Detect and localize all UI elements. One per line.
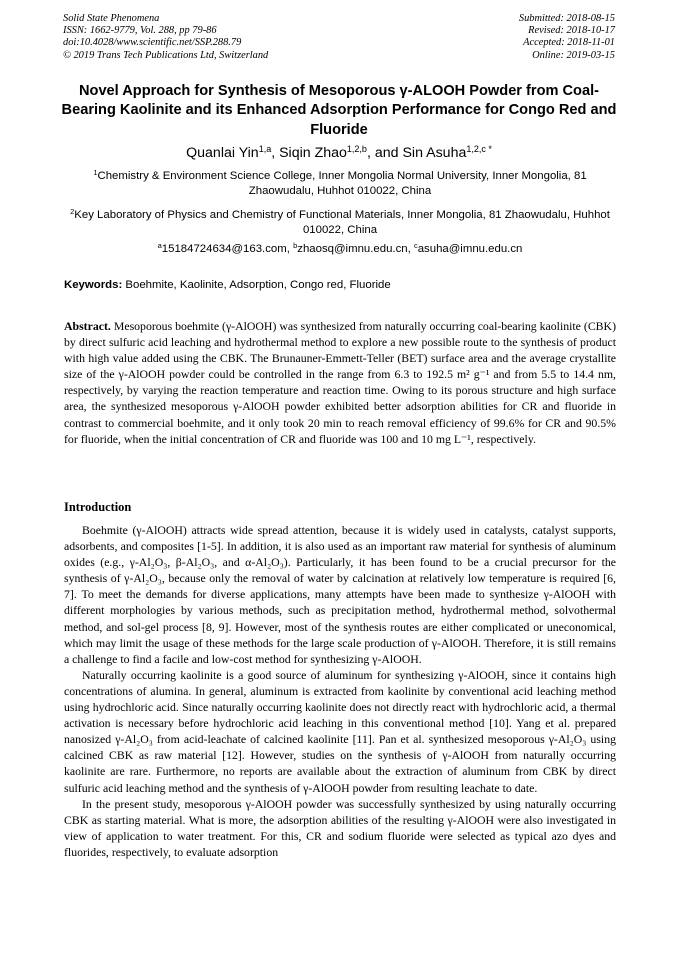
journal-doi: doi:10.4028/www.scientific.net/SSP.288.79 xyxy=(63,37,242,49)
affiliation-2 xyxy=(64,208,616,239)
date-online: Online: 2019-03-15 xyxy=(532,49,615,61)
journal-header-right xyxy=(519,13,615,62)
abstract-text: Mesoporous boehmite (γ-AlOOH) was synthesized from naturally occurring coal-bearing kaolinite (CBK) by direct sulfuric acid leaching and hydrothermal method to explore a new possible route to the synthesis of product with high value added using the CBK. The Brunauner-Emmett-Teller (BET) surface area and the average crystallite size of the γ-AlOOH powder could be controlled in the range from 6.3 to 192.5 m² g⁻¹ and from 5.5 to 14.4 nm, respectively, by varying the reaction temperature and reaction time. Owing to its porous structure and high surface area, the synthesized mesoporous γ-AlOOH powder exhibited better adsorption abilities for CR and fluoride in contrast to commercial boehmite, and it only took 20 min to reach removal efficiency of 99.6% for CR and 90.5% for fluoride, when the initial concentration of CR and fluoride was 100 and 10 mg L⁻¹, respectively. xyxy=(64,319,616,446)
email-address: asuha@imnu.edu.cn xyxy=(417,243,523,255)
author-name: Sin Asuha xyxy=(402,145,467,161)
journal-name: Solid State Phenomena xyxy=(63,13,160,24)
body-paragraph: In the present study, mesoporous γ-AlOOH powder was successfully synthesized by using naturally occurring CBK as starting material. What is more, the adsorption abilities of the resulting γ-AlOOH were also investigated in view of application to water treatment. For this, CR and sodium fluoride were selected as typical azo dyes and fluorides, respectively, to evaluate adsorption xyxy=(64,796,616,859)
author-name: Siqin Zhao xyxy=(279,145,347,161)
body-paragraph: Boehmite (γ-AlOOH) attracts wide spread attention, because it is widely used in catalysts, catalyst supports, adsorbents, and composites [1-5]. In addition, it is also used as an important raw material for synthesis of aluminum oxides (e.g., γ-Al₂O₃, β-Al₂O₃, and α-Al₂O₃). Particularly, it has been found to be a crucial precursor for the synthesis of γ-Al₂O₃, because only the removal of water by calcination at relatively low temperature is required [6, 7]. To meet the demands for diverse applications, many attempts have been made to synthesize γ-AlOOH with different morphologies by various methods, such as precipitation method, hydrothermal method, solvothermal method, and sol-gel process [8, 9]. However, most of the synthesis routes are either complicated or uneconomical, which may limit the usage of these methods for the large scale production of γ-AlOOH. Therefore, it is still remains a challenge to find a facile and low-cost method for synthesizing γ-AlOOH. xyxy=(64,523,616,666)
journal-header-left xyxy=(63,13,268,62)
body-paragraph: Naturally occurring kaolinite is a good source of aluminum for synthesizing γ-AlOOH, since it contains high concentrations of alumina. In general, aluminum is extracted from kaolinite by conventional acid leaching method using hydrochloric acid. Since naturally occurring kaolinite does not directly react with hydrochloric acid, a thermal activation is necessary before hydrochloric acid leaching in this conventional method [10]. Yang et al. prepared nanosized γ-Al₂O₃ from acid-leachate of calcined kaolinite [11]. Pan et al. synthesized mesoporous γ-Al₂O₃ using calcined CBK as raw material [12]. However, studies on the synthesis of γ-AlOOH from naturally occurring kaolinite are rare. Furthermore, no reports are available about the extraction of aluminum from CBK by direct sulfuric acid leaching method and the synthesis of γ-AlOOH powder from resulting leachate to date. xyxy=(64,667,616,795)
email-separator: , xyxy=(286,243,294,255)
author-affil-mark: 1,2,b xyxy=(346,144,367,154)
email-address: 15184724634@163.com xyxy=(161,243,287,255)
author-list xyxy=(52,144,626,162)
affiliation-text: Key Laboratory of Physics and Chemistry of Functional Materials, Inner Mongolia, 81 Zhaowudalu, Huhhot 010022, China xyxy=(74,209,610,237)
date-submitted: Submitted: 2018-08-15 xyxy=(518,13,615,24)
email-mark: a xyxy=(157,241,162,250)
author-emails xyxy=(64,242,616,257)
affiliation-mark: 2 xyxy=(70,207,75,216)
keywords xyxy=(64,278,616,293)
journal-copyright: © 2019 Trans Tech Publications Ltd, Switzerland xyxy=(63,49,269,61)
email-mark: c xyxy=(413,241,418,250)
author-separator: , xyxy=(271,145,280,161)
paper-title: Novel Approach for Synthesis of Mesoporous γ-ALOOH Powder from Coal-Bearing Kaolinite and its Enhanced Adsorption Performance for Congo Red and Fluoride xyxy=(61,83,617,138)
date-accepted: Accepted: 2018-11-01 xyxy=(523,37,615,49)
journal-issn: ISSN: 1662-9779, Vol. 288, pp 79-86 xyxy=(63,25,217,37)
affiliation-text: Chemistry & Environment Science College, Inner Mongolia Normal University, Inner Mongolia, 81 Zhaowudalu, Huhhot 010022, China xyxy=(97,170,587,198)
author-affil-mark: 1,a xyxy=(258,144,272,154)
email-separator: , xyxy=(407,243,414,255)
introduction-heading: Introduction xyxy=(64,500,132,514)
email-mark: b xyxy=(293,241,298,250)
author-separator: , and xyxy=(366,145,403,161)
abstract xyxy=(64,318,616,447)
affiliation-1 xyxy=(64,169,616,200)
introduction-body xyxy=(64,522,616,860)
keywords-text: Boehmite, Kaolinite, Adsorption, Congo red, Fluoride xyxy=(125,279,391,291)
date-revised: Revised: 2018-10-17 xyxy=(528,25,615,37)
author-affil-mark: 1,2,c * xyxy=(466,144,492,154)
email-address: zhaosq@imnu.edu.cn xyxy=(297,243,408,255)
author-name: Quanlai Yin xyxy=(186,145,259,161)
affiliation-mark: 1 xyxy=(93,168,98,177)
abstract-label: Abstract. xyxy=(64,319,111,333)
keywords-label: Keywords: xyxy=(64,279,123,291)
